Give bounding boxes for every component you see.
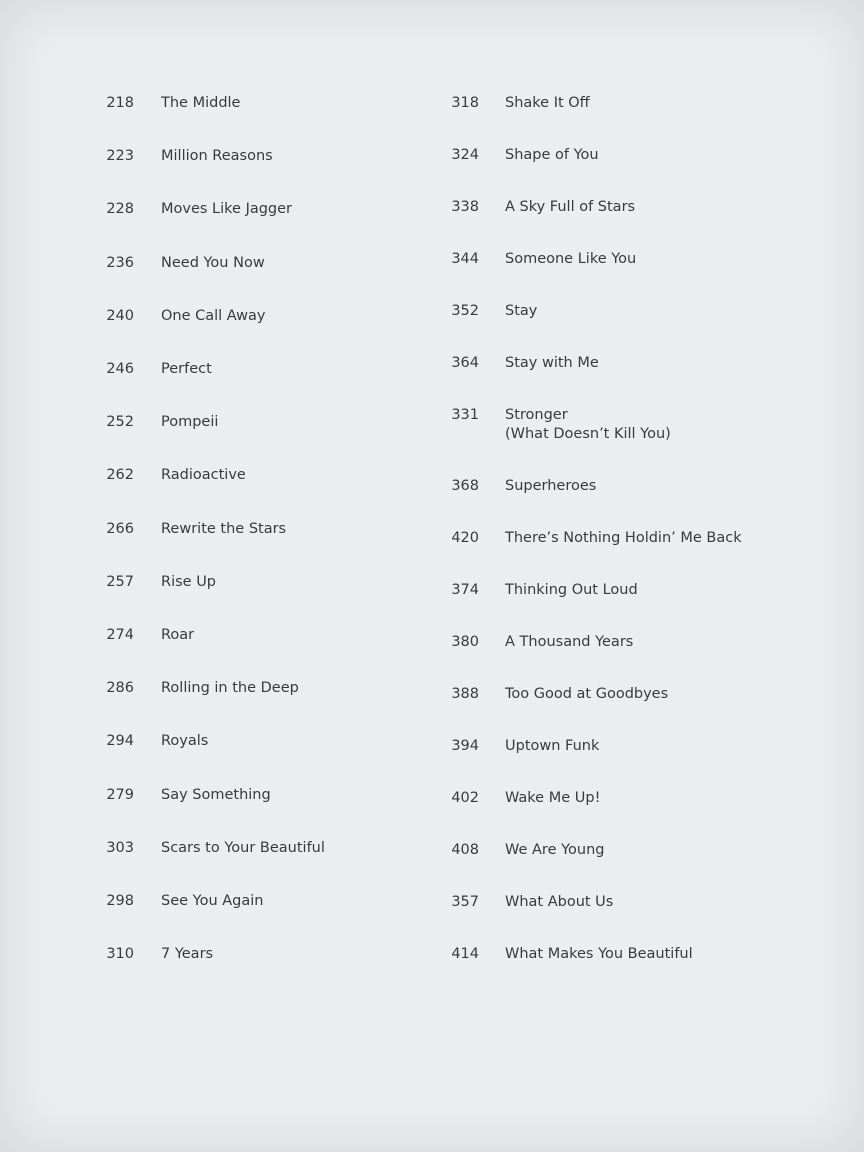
page-number: 310: [106, 946, 134, 963]
page-number: 262: [106, 467, 134, 484]
song-title: Shape of You: [505, 147, 599, 163]
page-number: 279: [106, 786, 134, 803]
song-title: See You Again: [161, 893, 264, 909]
page-number: 414: [451, 946, 479, 962]
page-number: 364: [451, 355, 479, 371]
page-number: 286: [106, 680, 134, 697]
page-number: 352: [451, 303, 479, 319]
page-number: 324: [451, 147, 479, 163]
song-title: A Sky Full of Stars: [505, 199, 636, 215]
song-title: 7 Years: [161, 946, 214, 963]
song-title: Stay with Me: [505, 355, 599, 371]
song-title: Wake Me Up!: [505, 790, 601, 806]
song-title: Scars to Your Beautiful: [161, 839, 325, 856]
song-title: Million Reasons: [161, 148, 273, 165]
page-number: 394: [451, 738, 479, 754]
page-number: 236: [106, 254, 134, 271]
song-title: Someone Like You: [505, 251, 637, 267]
song-title: Perfect: [161, 361, 212, 377]
song-title: The Middle: [161, 95, 241, 111]
song-title: One Call Away: [161, 307, 266, 324]
page-number: 408: [451, 842, 479, 858]
song-title: Shake It Off: [505, 95, 590, 111]
page-number: 294: [106, 733, 134, 750]
page-number: 344: [451, 251, 479, 267]
song-title: We Are Young: [505, 842, 605, 858]
song-title: There’s Nothing Holdin’ Me Back: [505, 530, 742, 546]
page-number: 257: [106, 573, 134, 590]
page-number: 420: [451, 530, 479, 546]
song-title: Radioactive: [161, 467, 246, 484]
song-title: Say Something: [161, 786, 271, 803]
song-title: What Makes You Beautiful: [505, 946, 693, 962]
song-title: Pompeii: [161, 414, 219, 431]
song-title: Rewrite the Stars: [161, 520, 287, 537]
page-number: 228: [106, 201, 134, 218]
song-title: Superheroes: [505, 478, 597, 494]
page-number: 266: [106, 520, 134, 537]
song-title: Rise Up: [161, 573, 217, 590]
song-subtitle: (What Doesn’t Kill You): [505, 426, 671, 442]
page-number: 223: [106, 148, 134, 165]
song-title: Thinking Out Loud: [505, 582, 638, 598]
page-number: 274: [106, 627, 134, 643]
page-number: 303: [106, 839, 134, 856]
page-number: 246: [106, 361, 134, 377]
page-number: 252: [106, 414, 134, 431]
page-number: 331: [451, 407, 479, 423]
page-number: 380: [451, 634, 479, 650]
page-number: 388: [451, 686, 479, 702]
song-title: A Thousand Years: [505, 634, 634, 650]
page-number: 402: [451, 790, 479, 806]
song-title: Royals: [161, 733, 209, 750]
song-title: Need You Now: [161, 254, 265, 271]
page-number: 357: [451, 894, 479, 910]
page-number: 318: [451, 95, 479, 111]
song-title: Stay: [505, 303, 538, 319]
song-title: Uptown Funk: [505, 738, 600, 754]
song-title: Stronger: [505, 407, 568, 423]
page-number: 368: [451, 478, 479, 494]
song-title: Too Good at Goodbyes: [505, 686, 669, 702]
page-number: 298: [106, 893, 134, 909]
page-number: 374: [451, 582, 479, 598]
page-number: 240: [106, 307, 134, 324]
page-number: 218: [106, 95, 134, 111]
song-title: Roar: [161, 627, 195, 643]
page-number: 338: [451, 199, 479, 215]
song-title: What About Us: [505, 894, 614, 910]
song-title: Rolling in the Deep: [161, 680, 299, 697]
song-title: Moves Like Jagger: [161, 201, 293, 218]
